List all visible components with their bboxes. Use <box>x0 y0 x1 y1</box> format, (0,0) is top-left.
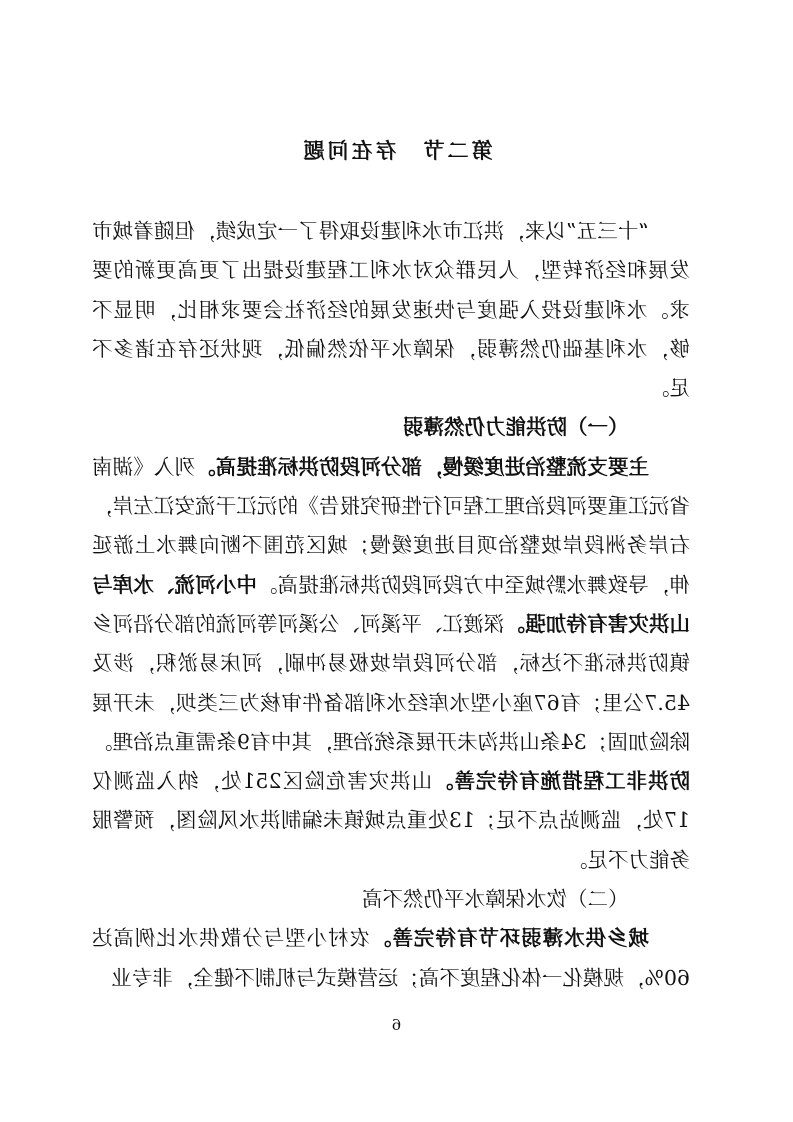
page-number: 6 <box>391 1016 402 1034</box>
paragraph-text: 农村小型与分散供水比例高达60%，规模化一体化程度不高；运营模式与机制不健全，非专业 <box>91 926 690 990</box>
document-body <box>92 212 690 998</box>
paragraph-flood-tributaries <box>92 448 690 880</box>
paragraph-text: 深渡江、平溪河、公溪河等河流的部分沿河乡镇防洪标准不达标，部分河段岸坡极易冲刷，河床易淤积，涉及45.7公里；有67座小型水库经水利部备件审核为三类坝，未开展除险加固；34条山洪沟未开展系统治理，其中有9条需重点治理。 <box>92 611 690 754</box>
paragraph-water-supply <box>92 919 690 998</box>
paragraph-text: 山洪灾害危险区251处，纳入监测仅17处，监测站点不足；13处重点城镇未编制洪水风险图，预警服务能力不足。 <box>92 769 690 872</box>
paragraph-text: 列入《湖南省沅江重要河段治理工程可行性研究报告》的沅江干流安江左岸，右岸务洲段岸坡整治项目进度缓慢；城区范围不断向舞水上游延伸，导致舞水黔城至中方段河段防洪标准提高。 <box>91 454 690 597</box>
lead-sentence: 主要支流整治进度缓慢，部分河段防洪标准提高。 <box>195 454 649 479</box>
section-title: 第二节 存在问题 <box>300 138 493 163</box>
lead-sentence: 中小河流、水库与山洪灾害有待加强。 <box>92 572 690 636</box>
subsection-heading-water-supply: （二）饮水保障水平仍然不高 <box>362 887 629 912</box>
intro-paragraph: “十三五”以来，洪江市水利建设取得了一定成绩，但随着城市发展和经济转型，人民群众对水利工程建设提出了更高更新的要求。水利建设投入强度与快速发展的经济社会要求相比，明显不够，水利基础仍然薄弱，保障水平依然偏低，现状还存在诸多不足。 <box>92 219 690 401</box>
lead-sentence: 防洪非工程措施有待完善。 <box>432 769 690 794</box>
lead-sentence: 城乡供水薄弱环节有待完善。 <box>370 926 649 951</box>
subsection-heading-flood: （一）防洪能力仍然薄弱 <box>403 415 629 440</box>
